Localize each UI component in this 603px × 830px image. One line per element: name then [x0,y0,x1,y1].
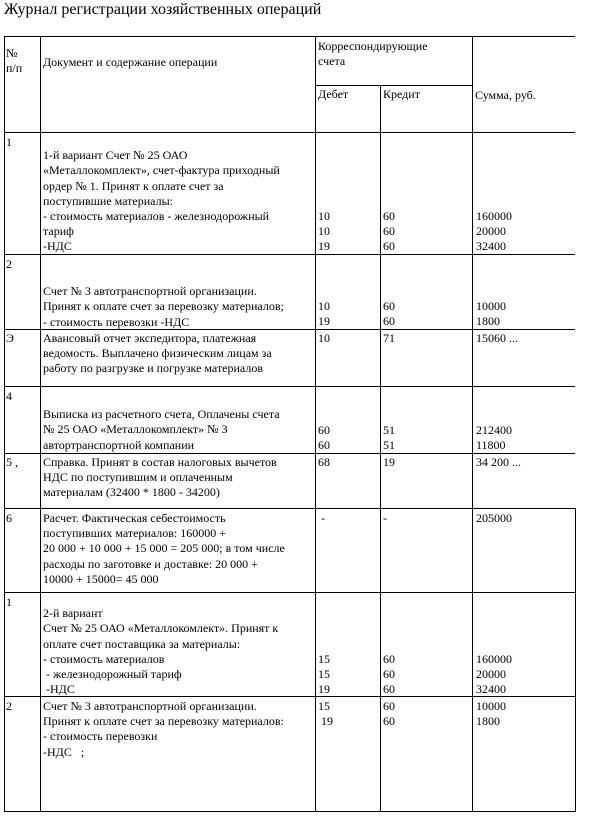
row-debit: 15 19 [318,699,333,728]
row-credit: 51 51 [383,423,395,452]
row-number: 2 [6,699,12,713]
row-credit: 60 60 [383,299,395,328]
row-sum: 160000 20000 32400 [476,652,512,696]
row-document: Справка. Принят в состав налоговых вычетов НДС по поступившим и оплаченным материалам (32400 * 1800 - 34200) [43,455,277,500]
header-document: Документ и содержание операции [43,55,218,69]
row-divider [4,386,575,387]
row-credit: 60 60 60 [383,209,395,253]
row-document: Счет № 3 автотранспортной организации. Принят к оплате счет за перевозку материалов: - стоимость перевозки -НДС ; [43,699,284,759]
row-debit: - [318,511,325,525]
column-divider [380,85,381,812]
row-divider [315,85,472,86]
row-credit: 71 [383,331,395,345]
row-document: Счет № 3 автотранспортной организации. Принят к оплате счет за перевозку материалов; - стоимость перевозки -НДС [43,284,284,329]
row-number: 1 [6,135,12,149]
row-debit: 60 60 [318,423,330,452]
row-credit: - [383,511,387,525]
row-sum: 205000 [476,511,512,525]
row-number: 2 [6,257,12,271]
row-number: 5 , [6,455,18,469]
header-debit: Дебет [318,87,349,101]
row-credit: 60 60 60 [383,652,395,696]
row-debit: 68 [318,455,330,469]
row-number: 4 [6,389,12,403]
row-document: 1-й вариант Счет № 25 ОАО «Металлокомплект», счет-фактура приходный ордер № 1. Принят к оплате счет за поступившие материалы: - стоимость материалов - железнодорожный тариф -НДС [43,148,280,254]
table-border-right [575,508,576,812]
row-debit: 15 15 19 [318,652,330,696]
row-credit: 60 60 [383,699,395,728]
header-number: № п/п [6,46,23,75]
row-divider [4,36,575,37]
page-title: Журнал регистрации хозяйственных операций [4,1,322,18]
row-document: Расчет. Фактическая себестоимость поступивших материалов: 160000 + 20 000 + 10 000 + 15 000 = 205 000; в том числе расходы по заготовке и доставке: 20 000 + 10000 + 15000= 45 000 [43,511,285,586]
row-sum: 212400 11800 [476,423,512,452]
row-credit: 19 [383,455,395,469]
row-sum: 160000 20000 32400 [476,209,512,253]
header-sum: Сумма, руб. [475,88,536,102]
row-debit: 10 10 19 [318,209,330,253]
row-sum: 34 200 ... [476,455,521,469]
header-corresponding-accounts: Корреспондирующие счета [318,39,428,68]
header-credit: Кредит [383,87,420,101]
row-document: Выписка из расчетного счета, Оплачены счета № 25 ОАО «Металлокомплект» № 3 автортранспортной компании [43,407,280,452]
row-sum: 10000 1800 [476,299,506,328]
row-number: Э [6,331,14,345]
row-document: 2-й вариант Счет № 25 ОАО «Металлокомлект». Принят к оплате счет поставщика за материалы: - стоимость материалов - железнодорожный тариф -НДС [43,606,279,697]
row-divider [4,453,575,454]
row-document: Авансовый отчет экспедитора, платежная ведомость. Выплачено физическим лицам за работу по разгрузке и погрузке материалов [43,331,272,376]
row-sum: 15060 ... [476,331,518,345]
row-divider [4,508,575,509]
row-sum: 10000 1800 [476,699,506,728]
row-number: 6 [6,511,12,525]
row-debit: 10 19 [318,299,330,328]
row-debit: 10 [318,331,330,345]
row-number: 1 [6,595,12,609]
row-divider [4,811,575,812]
